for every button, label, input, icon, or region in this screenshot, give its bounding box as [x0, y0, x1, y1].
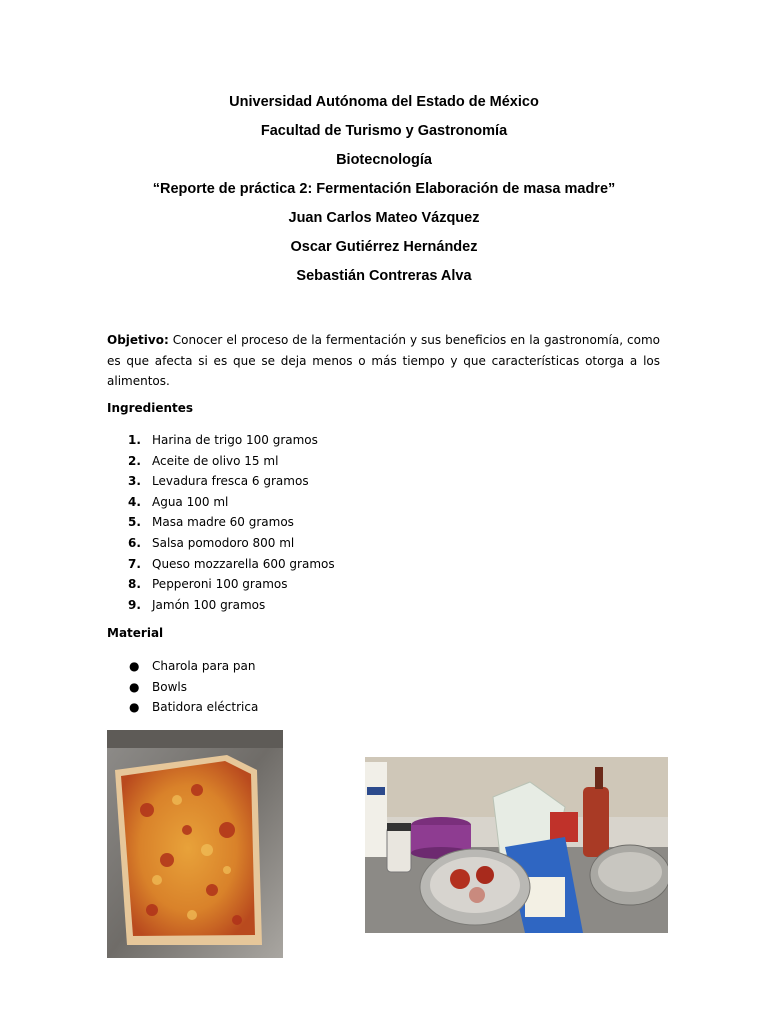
material-heading: Material [107, 626, 164, 640]
university-name: Universidad Autónoma del Estado de México [229, 94, 539, 110]
list-item [107, 697, 258, 718]
list-item [107, 430, 335, 451]
objective-text: Conocer el proceso de la fermentación y sus beneficios en la gastronomía, como es que afecta si es que se deja menos o más tiempo y que características otorga a los alimentos. [107, 333, 660, 388]
item-number: 6. [128, 535, 141, 550]
list-item [107, 656, 258, 677]
item-text: Jamón 100 gramos [152, 597, 266, 612]
item-text: Salsa pomodoro 800 ml [152, 535, 295, 550]
list-item [107, 533, 335, 554]
objective-paragraph [107, 330, 660, 392]
author-3: Sebastián Contreras Alva [296, 268, 472, 284]
item-text: Aceite de olivo 15 ml [152, 453, 279, 468]
item-text: Agua 100 ml [152, 494, 229, 509]
faculty-name: Facultad de Turismo y Gastronomía [260, 123, 508, 139]
author-1: Juan Carlos Mateo Vázquez [288, 210, 480, 226]
list-item [107, 492, 335, 513]
ingredients-image [365, 757, 668, 933]
ingredients-heading: Ingredientes [107, 401, 194, 415]
item-text: Bowls [152, 679, 187, 694]
list-item [107, 595, 335, 616]
item-text: Batidora eléctrica [152, 700, 259, 715]
item-number: 9. [128, 597, 141, 612]
item-text: Harina de trigo 100 gramos [152, 433, 318, 447]
pizza-photo [107, 730, 283, 958]
item-text: Queso mozzarella 600 gramos [152, 556, 335, 571]
bullet-icon: ● [129, 679, 140, 694]
author-2: Oscar Gutiérrez Hernández [290, 239, 478, 255]
item-number: 7. [128, 556, 141, 571]
item-number: 4. [128, 494, 141, 509]
list-item [107, 451, 335, 472]
item-number: 5. [128, 515, 141, 530]
item-text: Charola para pan [152, 659, 256, 673]
list-item [107, 471, 335, 492]
bullet-icon: ● [129, 700, 140, 715]
list-item [107, 574, 335, 595]
list-item [107, 512, 335, 533]
ingredients-photo [365, 757, 668, 933]
pizza-image [107, 730, 283, 958]
item-text: Masa madre 60 gramos [152, 515, 294, 530]
title-block [0, 88, 768, 291]
material-list [107, 656, 258, 718]
ingredients-list [107, 430, 335, 615]
objective-label: Objetivo: [107, 333, 169, 347]
report-title: “Reporte de práctica 2: Fermentación Elaboración de masa madre” [152, 181, 616, 197]
item-number: 8. [128, 577, 141, 592]
item-number: 2. [128, 453, 141, 468]
item-text: Levadura fresca 6 gramos [152, 474, 309, 489]
bullet-icon: ● [129, 659, 140, 673]
list-item [107, 677, 258, 698]
item-text: Pepperoni 100 gramos [152, 577, 288, 592]
item-number: 1. [128, 433, 141, 447]
subject-name: Biotecnología [336, 152, 432, 168]
list-item [107, 554, 335, 575]
item-number: 3. [128, 474, 141, 489]
